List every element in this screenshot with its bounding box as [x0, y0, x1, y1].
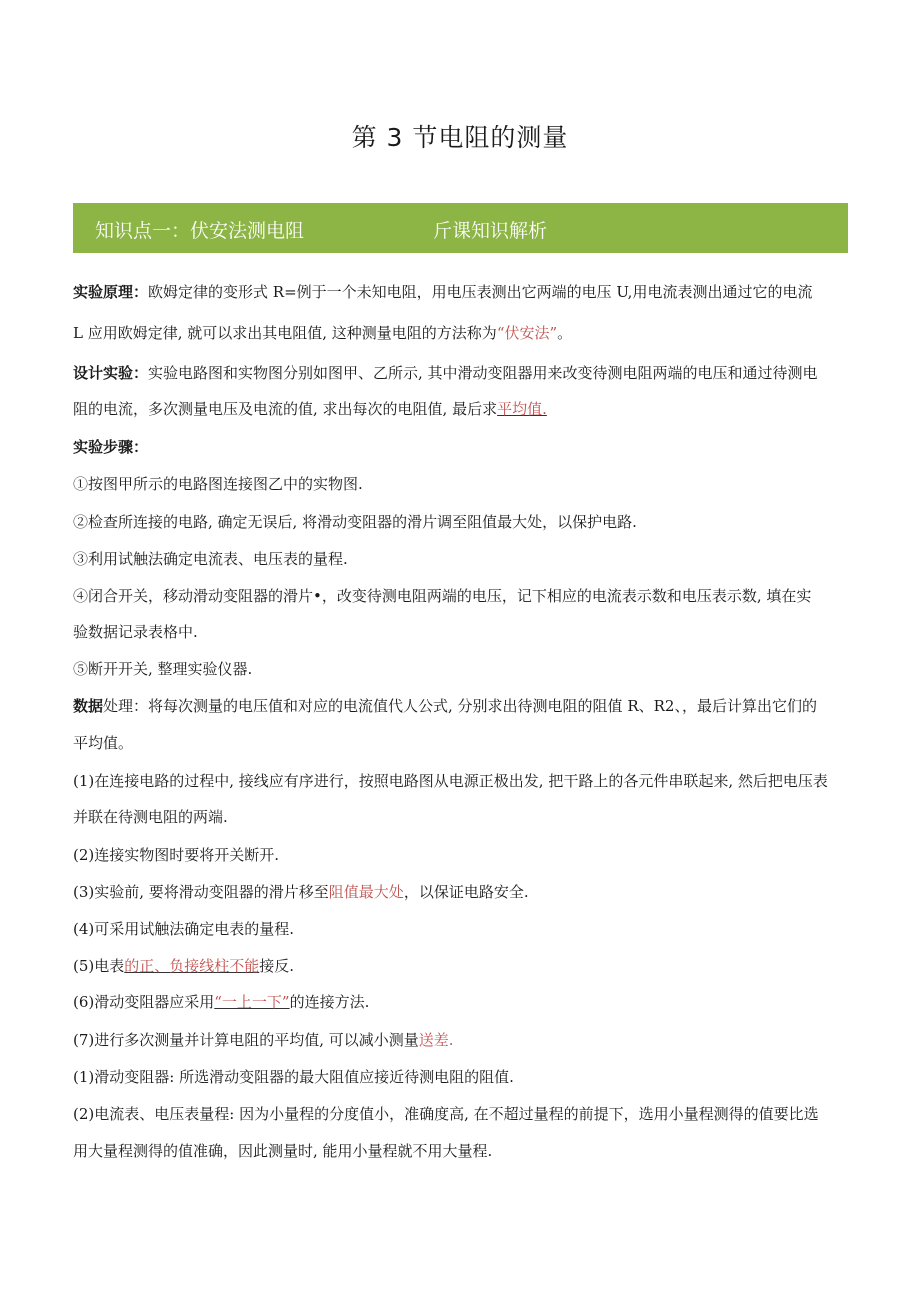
- note-5: (5)电表的正、负接线柱不能接反.: [73, 957, 295, 975]
- note-2: (2)连接实物图时要将开关断开.: [73, 846, 280, 864]
- note-7: (7)进行多次测量并计算电阻的平均值, 可以减小测量送差.: [73, 1031, 454, 1049]
- note-3: (3)实验前, 要将滑动变阻器的滑片移至阻值最大处，以保证电路安全.: [73, 883, 529, 901]
- one-up-one-down-term: “一上一下”: [214, 993, 290, 1011]
- note-1-line-1: (1)在连接电路的过程中, 接线应有序进行，按照电路图从电源正极出发, 把干路上的各元件串联起来, 然后把电压表: [73, 772, 828, 790]
- note-4: (4)可采用试触法确定电表的量程.: [73, 920, 295, 938]
- banner-left-text: 知识点一：伏安法测电阻: [95, 220, 305, 242]
- error-term: 送差.: [418, 1031, 454, 1049]
- equipment-1: (1)滑动变阻器: 所选滑动变阻器的最大阻值应接近待测电阻的阻值.: [73, 1068, 514, 1086]
- design-label: 设计实验：: [73, 364, 149, 382]
- data-processing-line-1: 数据处理：将每次测量的电压值和对应的电流值代人公式, 分别求出待测电阻的阻值 R、R2、，最后计算出它们的: [73, 697, 817, 715]
- data-processing-label: 数据: [73, 697, 104, 715]
- step-4-line-2: 验数据记录表格中.: [73, 623, 198, 641]
- max-resistance-term: 阻值最大处: [328, 883, 404, 901]
- data-processing-line-2: 平均值。: [73, 734, 134, 752]
- steps-label: 实验步骤：: [73, 438, 149, 456]
- note-1-line-2: 并联在待测电阻的两端.: [73, 808, 228, 826]
- step-5: ⑤断开开关, 整理实验仪器.: [73, 660, 253, 678]
- design-line-2: 阻的电流，多次测量电压及电流的值, 求出每次的电阻值, 最后求平均值.: [73, 400, 547, 418]
- principle-line-2: L 应用欧姆定律, 就可以求出其电阻值, 这种测量电阻的方法称为“伏安法”。: [73, 324, 573, 342]
- page-title: 第 3 节电阻的测量: [351, 123, 569, 152]
- terminal-polarity-term: 的正、负接线柱不能: [124, 957, 260, 975]
- principle-label: 实验原理：: [73, 283, 149, 301]
- step-2: ②检查所连接的电路, 确定无误后, 将滑动变阻器的滑片调至阻值最大处，以保护电路.: [73, 513, 637, 531]
- average-value-term: 平均值.: [497, 400, 547, 418]
- equipment-2-line-2: 用大量程测得的值准确，因此测量时, 能用小量程就不用大量程.: [73, 1142, 493, 1160]
- step-4-line-1: ④闭合开关，移动滑动变阻器的滑片•，改变待测电阻两端的电压，记下相应的电流表示数和电压表示数, 填在实: [73, 587, 812, 605]
- step-3: ③利用试触法确定电流表、电压表的量程.: [73, 550, 348, 568]
- design-line-1: 设计实验：实验电路图和实物图分别如图甲、乙所示, 其中滑动变阻器用来改变待测电阻两端的电压和通过待测电: [73, 364, 818, 382]
- equipment-2-line-1: (2)电流表、电压表量程: 因为小量程的分度值小，准确度高, 在不超过量程的前提下，选用小量程测得的值要比选: [73, 1105, 819, 1123]
- section-banner: [73, 203, 848, 253]
- note-6: (6)滑动变阻器应采用“一上一下”的连接方法.: [73, 993, 370, 1011]
- step-1: ①按图甲所示的电路图连接图乙中的实物图.: [73, 475, 363, 493]
- fuan-method-term: “伏安法”: [496, 324, 558, 342]
- principle-line-1: 实验原理：欧姆定律的变形式 R=例于一个未知电阻，用电压表测出它两端的电压 U,用电流表测出通过它的电流: [73, 283, 813, 301]
- banner-right-text: 斤课知识解析: [433, 220, 548, 242]
